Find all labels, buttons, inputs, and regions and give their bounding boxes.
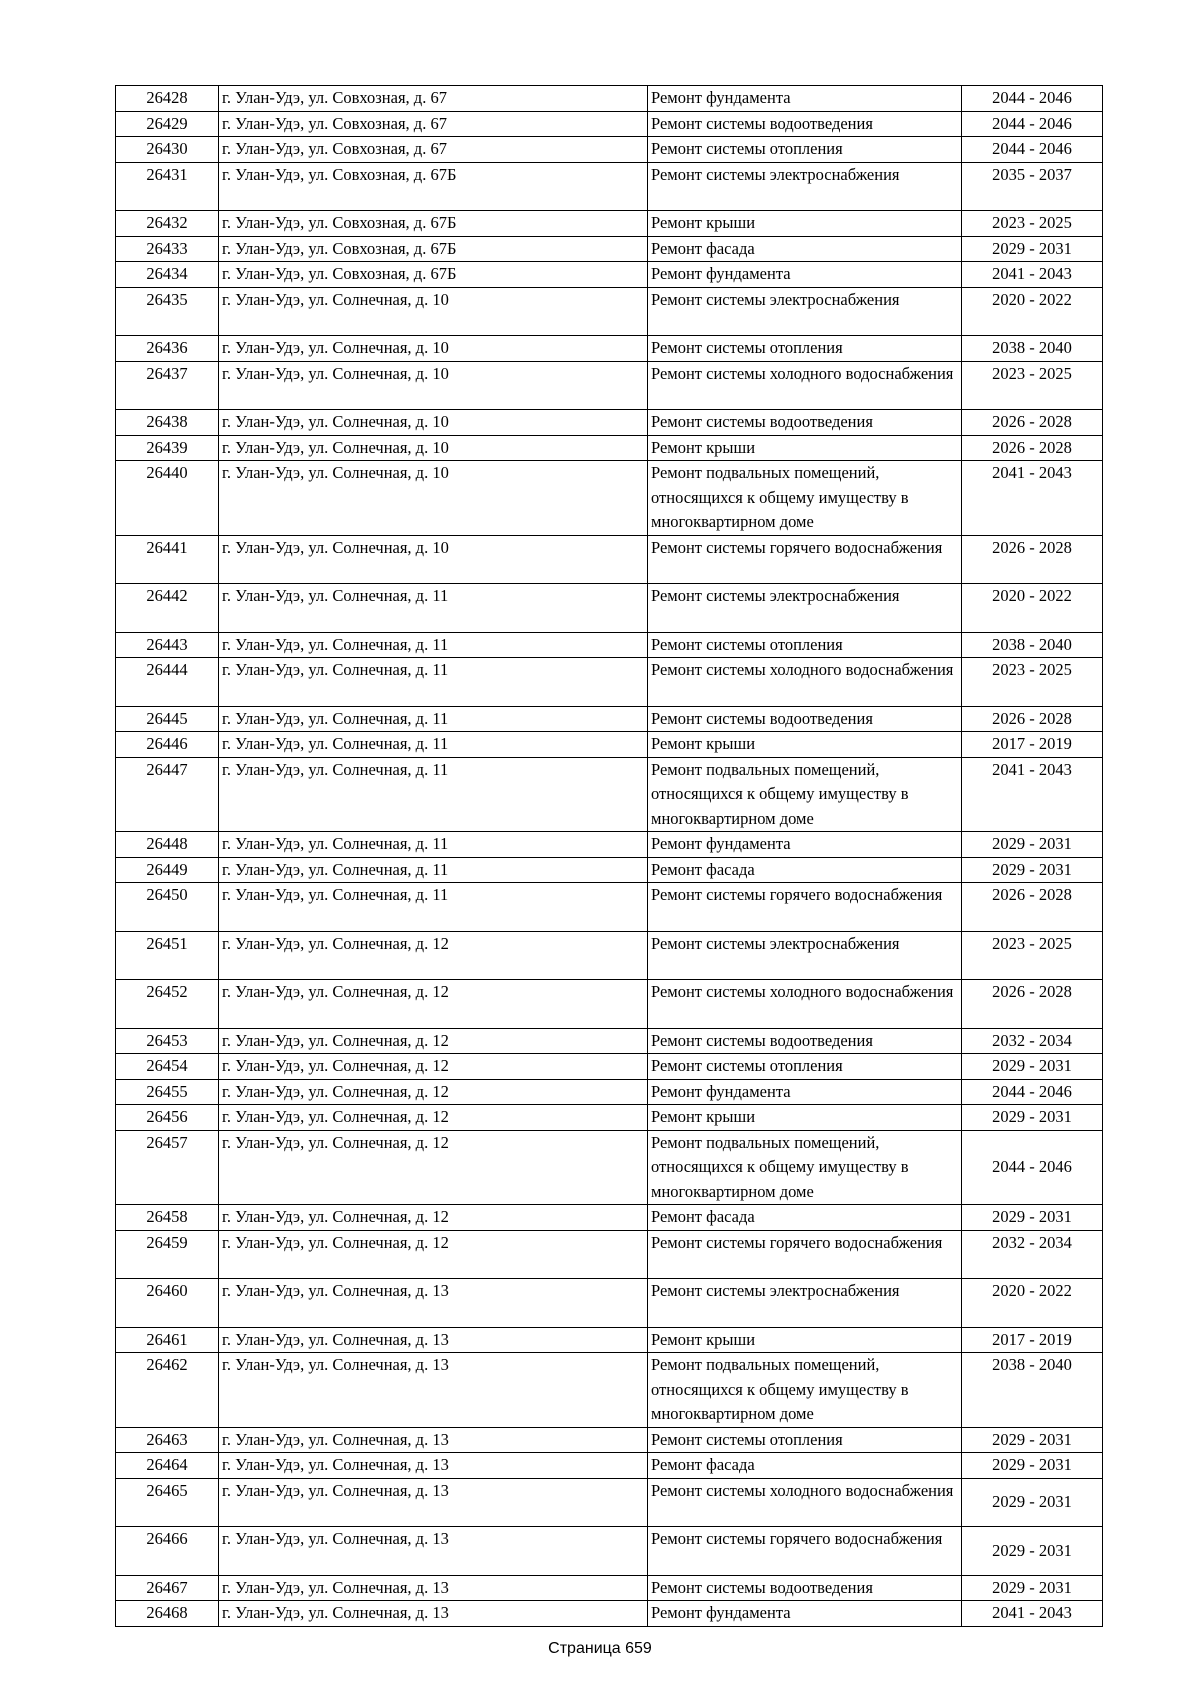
period-cell: 2041 - 2043 (962, 757, 1103, 832)
record-number-cell: 26432 (116, 211, 219, 237)
work-type-cell: Ремонт крыши (648, 1327, 962, 1353)
record-number-cell: 26439 (116, 435, 219, 461)
table-row (116, 1105, 1103, 1131)
table-row (116, 86, 1103, 112)
period-cell: 2026 - 2028 (962, 980, 1103, 1029)
period-cell: 2017 - 2019 (962, 732, 1103, 758)
period-cell: 2029 - 2031 (962, 1054, 1103, 1080)
address-cell: г. Улан-Удэ, ул. Солнечная, д. 11 (219, 832, 648, 858)
period-cell: 2026 - 2028 (962, 410, 1103, 436)
record-number-cell: 26463 (116, 1427, 219, 1453)
table-row (116, 980, 1103, 1029)
record-number-cell: 26433 (116, 236, 219, 262)
period-cell: 2023 - 2025 (962, 931, 1103, 980)
work-type-cell: Ремонт системы горячего водоснабжения (648, 1230, 962, 1279)
address-cell: г. Улан-Удэ, ул. Солнечная, д. 10 (219, 410, 648, 436)
address-cell: г. Улан-Удэ, ул. Совхозная, д. 67 (219, 86, 648, 112)
address-cell: г. Улан-Удэ, ул. Солнечная, д. 11 (219, 732, 648, 758)
address-cell: г. Улан-Удэ, ул. Солнечная, д. 12 (219, 1054, 648, 1080)
period-cell: 2041 - 2043 (962, 262, 1103, 288)
table-row (116, 706, 1103, 732)
work-type-cell: Ремонт фундамента (648, 1079, 962, 1105)
record-number-cell: 26430 (116, 137, 219, 163)
address-cell: г. Улан-Удэ, ул. Солнечная, д. 11 (219, 883, 648, 932)
work-type-cell: Ремонт системы горячего водоснабжения (648, 883, 962, 932)
period-cell: 2044 - 2046 (962, 111, 1103, 137)
work-type-cell: Ремонт фасада (648, 1453, 962, 1479)
period-cell: 2026 - 2028 (962, 706, 1103, 732)
address-cell: г. Улан-Удэ, ул. Солнечная, д. 12 (219, 1105, 648, 1131)
table-row (116, 584, 1103, 633)
record-number-cell: 26465 (116, 1478, 219, 1527)
table-row (116, 1601, 1103, 1627)
work-type-cell: Ремонт системы водоотведения (648, 410, 962, 436)
work-type-cell: Ремонт системы водоотведения (648, 1028, 962, 1054)
address-cell: г. Улан-Удэ, ул. Совхозная, д. 67Б (219, 162, 648, 211)
record-number-cell: 26467 (116, 1575, 219, 1601)
table-row (116, 535, 1103, 584)
work-type-cell: Ремонт крыши (648, 732, 962, 758)
address-cell: г. Улан-Удэ, ул. Солнечная, д. 11 (219, 584, 648, 633)
address-cell: г. Улан-Удэ, ул. Солнечная, д. 13 (219, 1327, 648, 1353)
record-number-cell: 26451 (116, 931, 219, 980)
address-cell: г. Улан-Удэ, ул. Совхозная, д. 67Б (219, 236, 648, 262)
record-number-cell: 26466 (116, 1527, 219, 1576)
address-cell: г. Улан-Удэ, ул. Совхозная, д. 67 (219, 111, 648, 137)
work-type-cell: Ремонт подвальных помещений, относящихся к общему имуществу в многоквартирном доме (648, 1353, 962, 1428)
period-cell: 2023 - 2025 (962, 658, 1103, 707)
record-number-cell: 26468 (116, 1601, 219, 1627)
record-number-cell: 26448 (116, 832, 219, 858)
period-cell: 2029 - 2031 (962, 236, 1103, 262)
table-row (116, 658, 1103, 707)
work-type-cell: Ремонт системы электроснабжения (648, 162, 962, 211)
table-row (116, 211, 1103, 237)
address-cell: г. Улан-Удэ, ул. Солнечная, д. 13 (219, 1527, 648, 1576)
work-type-cell: Ремонт системы отопления (648, 1054, 962, 1080)
table-row (116, 1575, 1103, 1601)
record-number-cell: 26444 (116, 658, 219, 707)
record-number-cell: 26464 (116, 1453, 219, 1479)
repair-schedule-table (115, 85, 1103, 1627)
period-cell: 2044 - 2046 (962, 137, 1103, 163)
period-cell: 2038 - 2040 (962, 632, 1103, 658)
record-number-cell: 26454 (116, 1054, 219, 1080)
table-row (116, 1427, 1103, 1453)
work-type-cell: Ремонт системы электроснабжения (648, 931, 962, 980)
table-row (116, 1054, 1103, 1080)
address-cell: г. Улан-Удэ, ул. Солнечная, д. 12 (219, 1205, 648, 1231)
period-cell: 2041 - 2043 (962, 461, 1103, 536)
table-row (116, 1478, 1103, 1527)
record-number-cell: 26429 (116, 111, 219, 137)
work-type-cell: Ремонт системы холодного водоснабжения (648, 1478, 962, 1527)
address-cell: г. Улан-Удэ, ул. Солнечная, д. 12 (219, 931, 648, 980)
work-type-cell: Ремонт системы горячего водоснабжения (648, 535, 962, 584)
address-cell: г. Улан-Удэ, ул. Солнечная, д. 11 (219, 857, 648, 883)
work-type-cell: Ремонт системы холодного водоснабжения (648, 658, 962, 707)
work-type-cell: Ремонт подвальных помещений, относящихся к общему имуществу в многоквартирном доме (648, 757, 962, 832)
record-number-cell: 26431 (116, 162, 219, 211)
work-type-cell: Ремонт фундамента (648, 86, 962, 112)
record-number-cell: 26428 (116, 86, 219, 112)
period-cell: 2029 - 2031 (962, 1527, 1103, 1576)
work-type-cell: Ремонт системы отопления (648, 632, 962, 658)
period-cell: 2029 - 2031 (962, 1478, 1103, 1527)
period-cell: 2023 - 2025 (962, 211, 1103, 237)
work-type-cell: Ремонт системы электроснабжения (648, 1279, 962, 1328)
record-number-cell: 26440 (116, 461, 219, 536)
address-cell: г. Улан-Удэ, ул. Солнечная, д. 13 (219, 1279, 648, 1328)
address-cell: г. Улан-Удэ, ул. Совхозная, д. 67 (219, 137, 648, 163)
record-number-cell: 26459 (116, 1230, 219, 1279)
table-row (116, 732, 1103, 758)
address-cell: г. Улан-Удэ, ул. Солнечная, д. 10 (219, 535, 648, 584)
period-cell: 2026 - 2028 (962, 883, 1103, 932)
work-type-cell: Ремонт фасада (648, 236, 962, 262)
record-number-cell: 26434 (116, 262, 219, 288)
record-number-cell: 26446 (116, 732, 219, 758)
period-cell: 2026 - 2028 (962, 535, 1103, 584)
table-row (116, 287, 1103, 336)
address-cell: г. Улан-Удэ, ул. Солнечная, д. 11 (219, 632, 648, 658)
work-type-cell: Ремонт системы отопления (648, 1427, 962, 1453)
record-number-cell: 26461 (116, 1327, 219, 1353)
table-row (116, 111, 1103, 137)
work-type-cell: Ремонт подвальных помещений, относящихся к общему имуществу в многоквартирном доме (648, 461, 962, 536)
record-number-cell: 26441 (116, 535, 219, 584)
period-cell: 2044 - 2046 (962, 86, 1103, 112)
table-row (116, 1279, 1103, 1328)
address-cell: г. Улан-Удэ, ул. Солнечная, д. 13 (219, 1353, 648, 1428)
work-type-cell: Ремонт крыши (648, 1105, 962, 1131)
address-cell: г. Улан-Удэ, ул. Солнечная, д. 12 (219, 1079, 648, 1105)
period-cell: 2029 - 2031 (962, 1453, 1103, 1479)
period-cell: 2038 - 2040 (962, 336, 1103, 362)
table-row (116, 262, 1103, 288)
work-type-cell: Ремонт фундамента (648, 1601, 962, 1627)
period-cell: 2029 - 2031 (962, 1105, 1103, 1131)
period-cell: 2032 - 2034 (962, 1028, 1103, 1054)
period-cell: 2017 - 2019 (962, 1327, 1103, 1353)
address-cell: г. Улан-Удэ, ул. Солнечная, д. 10 (219, 461, 648, 536)
table-row (116, 1353, 1103, 1428)
record-number-cell: 26453 (116, 1028, 219, 1054)
record-number-cell: 26462 (116, 1353, 219, 1428)
address-cell: г. Улан-Удэ, ул. Солнечная, д. 10 (219, 336, 648, 362)
record-number-cell: 26452 (116, 980, 219, 1029)
table-row (116, 1205, 1103, 1231)
work-type-cell: Ремонт системы электроснабжения (648, 287, 962, 336)
period-cell: 2032 - 2034 (962, 1230, 1103, 1279)
address-cell: г. Улан-Удэ, ул. Солнечная, д. 12 (219, 1130, 648, 1205)
period-cell: 2041 - 2043 (962, 1601, 1103, 1627)
address-cell: г. Улан-Удэ, ул. Солнечная, д. 13 (219, 1478, 648, 1527)
record-number-cell: 26460 (116, 1279, 219, 1328)
work-type-cell: Ремонт подвальных помещений, относящихся к общему имуществу в многоквартирном доме (648, 1130, 962, 1205)
work-type-cell: Ремонт крыши (648, 435, 962, 461)
table-row (116, 883, 1103, 932)
period-cell: 2029 - 2031 (962, 1427, 1103, 1453)
work-type-cell: Ремонт фасада (648, 857, 962, 883)
period-cell: 2020 - 2022 (962, 1279, 1103, 1328)
record-number-cell: 26437 (116, 361, 219, 410)
work-type-cell: Ремонт системы электроснабжения (648, 584, 962, 633)
record-number-cell: 26456 (116, 1105, 219, 1131)
address-cell: г. Улан-Удэ, ул. Солнечная, д. 12 (219, 1028, 648, 1054)
record-number-cell: 26436 (116, 336, 219, 362)
address-cell: г. Улан-Удэ, ул. Солнечная, д. 13 (219, 1453, 648, 1479)
address-cell: г. Улан-Удэ, ул. Солнечная, д. 10 (219, 361, 648, 410)
record-number-cell: 26457 (116, 1130, 219, 1205)
address-cell: г. Улан-Удэ, ул. Солнечная, д. 13 (219, 1575, 648, 1601)
period-cell: 2020 - 2022 (962, 287, 1103, 336)
table-row (116, 1327, 1103, 1353)
record-number-cell: 26435 (116, 287, 219, 336)
record-number-cell: 26447 (116, 757, 219, 832)
work-type-cell: Ремонт фундамента (648, 832, 962, 858)
work-type-cell: Ремонт фасада (648, 1205, 962, 1231)
address-cell: г. Улан-Удэ, ул. Солнечная, д. 10 (219, 287, 648, 336)
table-row (116, 832, 1103, 858)
record-number-cell: 26442 (116, 584, 219, 633)
table-row (116, 1230, 1103, 1279)
period-cell: 2023 - 2025 (962, 361, 1103, 410)
table-row (116, 1527, 1103, 1576)
table-row (116, 1130, 1103, 1205)
table-body (116, 86, 1103, 1627)
table-row (116, 1079, 1103, 1105)
table-row (116, 857, 1103, 883)
period-cell: 2044 - 2046 (962, 1079, 1103, 1105)
address-cell: г. Улан-Удэ, ул. Солнечная, д. 13 (219, 1427, 648, 1453)
table-row (116, 461, 1103, 536)
table-row (116, 931, 1103, 980)
record-number-cell: 26443 (116, 632, 219, 658)
address-cell: г. Улан-Удэ, ул. Солнечная, д. 13 (219, 1601, 648, 1627)
table-row (116, 236, 1103, 262)
address-cell: г. Улан-Удэ, ул. Солнечная, д. 10 (219, 435, 648, 461)
period-cell: 2029 - 2031 (962, 832, 1103, 858)
work-type-cell: Ремонт системы отопления (648, 137, 962, 163)
work-type-cell: Ремонт системы отопления (648, 336, 962, 362)
period-cell: 2029 - 2031 (962, 1575, 1103, 1601)
period-cell: 2035 - 2037 (962, 162, 1103, 211)
address-cell: г. Улан-Удэ, ул. Солнечная, д. 11 (219, 757, 648, 832)
record-number-cell: 26450 (116, 883, 219, 932)
period-cell: 2044 - 2046 (962, 1130, 1103, 1205)
record-number-cell: 26458 (116, 1205, 219, 1231)
table-row (116, 162, 1103, 211)
address-cell: г. Улан-Удэ, ул. Солнечная, д. 11 (219, 706, 648, 732)
record-number-cell: 26449 (116, 857, 219, 883)
address-cell: г. Улан-Удэ, ул. Солнечная, д. 12 (219, 980, 648, 1029)
work-type-cell: Ремонт системы водоотведения (648, 706, 962, 732)
period-cell: 2038 - 2040 (962, 1353, 1103, 1428)
table-row (116, 410, 1103, 436)
address-cell: г. Улан-Удэ, ул. Совхозная, д. 67Б (219, 211, 648, 237)
work-type-cell: Ремонт системы холодного водоснабжения (648, 980, 962, 1029)
page-number: Страница 659 (548, 1640, 652, 1657)
table-row (116, 1453, 1103, 1479)
work-type-cell: Ремонт крыши (648, 211, 962, 237)
period-cell: 2026 - 2028 (962, 435, 1103, 461)
table-row (116, 336, 1103, 362)
record-number-cell: 26438 (116, 410, 219, 436)
address-cell: г. Улан-Удэ, ул. Солнечная, д. 11 (219, 658, 648, 707)
table-row (116, 1028, 1103, 1054)
address-cell: г. Улан-Удэ, ул. Солнечная, д. 12 (219, 1230, 648, 1279)
period-cell: 2029 - 2031 (962, 857, 1103, 883)
table-row (116, 137, 1103, 163)
period-cell: 2029 - 2031 (962, 1205, 1103, 1231)
record-number-cell: 26455 (116, 1079, 219, 1105)
work-type-cell: Ремонт системы холодного водоснабжения (648, 361, 962, 410)
work-type-cell: Ремонт фундамента (648, 262, 962, 288)
work-type-cell: Ремонт системы горячего водоснабжения (648, 1527, 962, 1576)
work-type-cell: Ремонт системы водоотведения (648, 111, 962, 137)
table-row (116, 435, 1103, 461)
record-number-cell: 26445 (116, 706, 219, 732)
address-cell: г. Улан-Удэ, ул. Совхозная, д. 67Б (219, 262, 648, 288)
work-type-cell: Ремонт системы водоотведения (648, 1575, 962, 1601)
table-row (116, 361, 1103, 410)
table-row (116, 757, 1103, 832)
period-cell: 2020 - 2022 (962, 584, 1103, 633)
table-row (116, 632, 1103, 658)
